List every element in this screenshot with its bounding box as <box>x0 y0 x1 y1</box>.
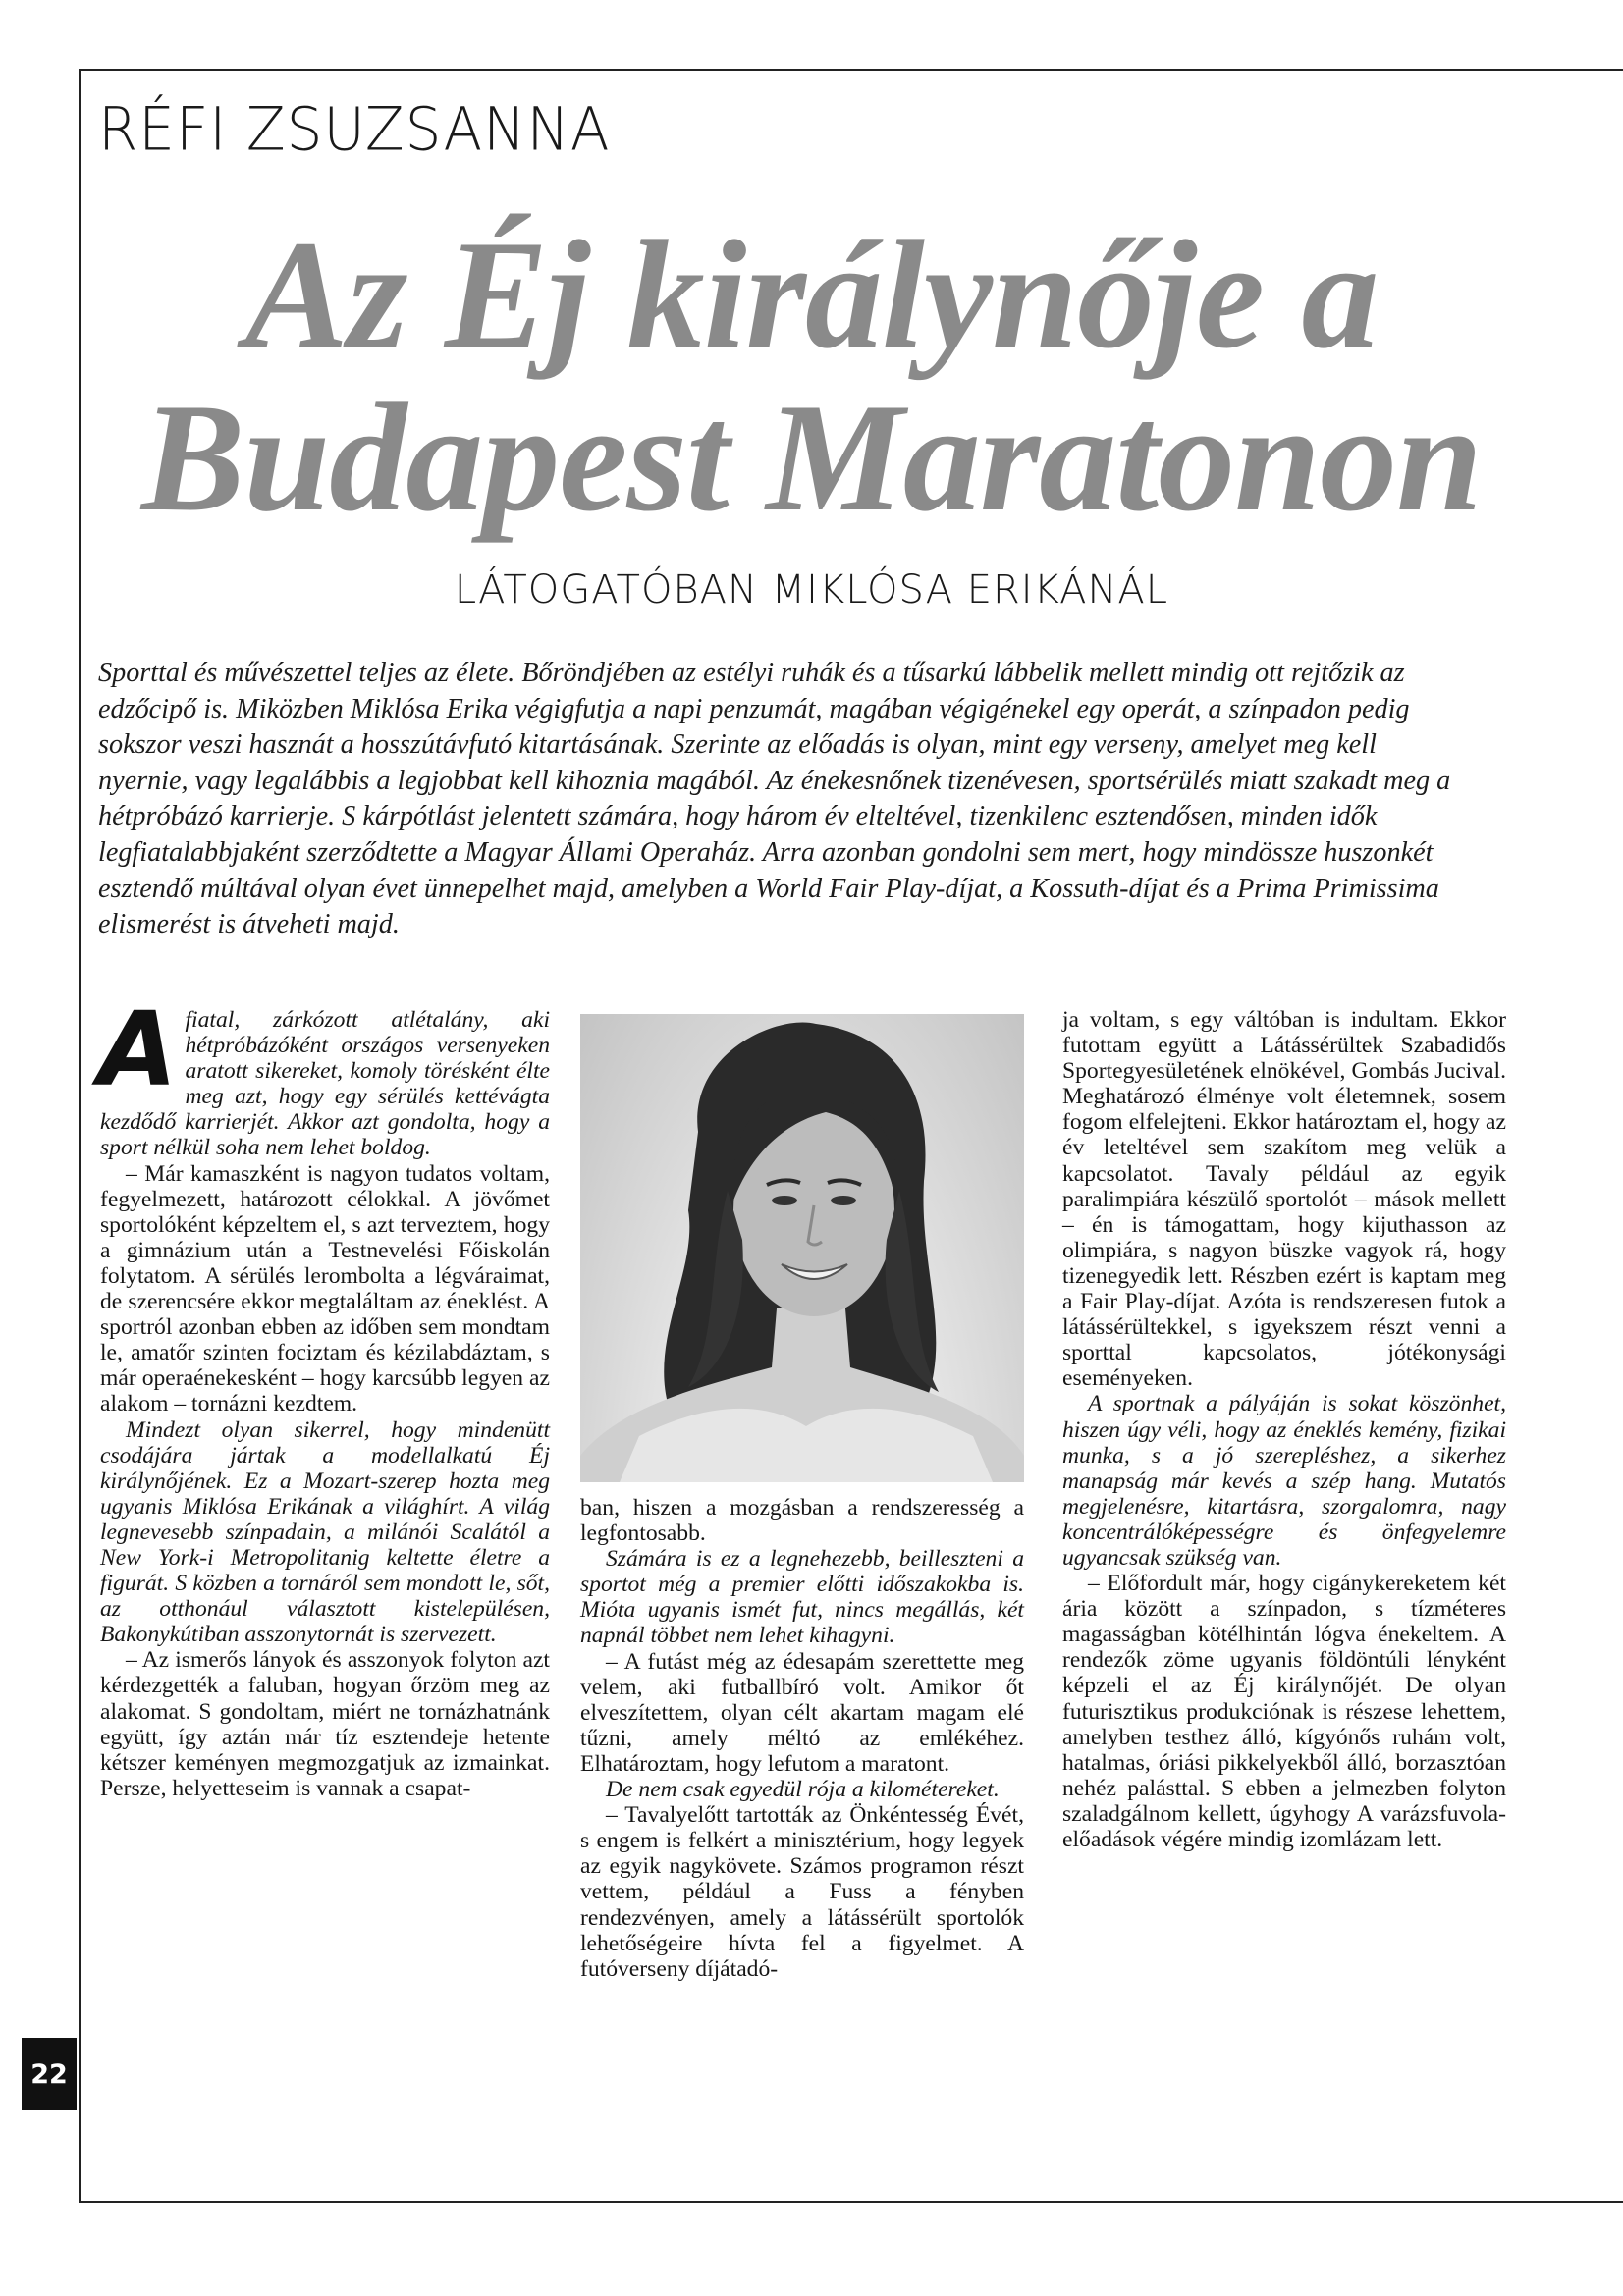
article-title-line-1: Az Éj királynője a <box>244 209 1379 381</box>
body-column-3 <box>1062 1007 1506 1852</box>
frame-bottom-rule <box>79 2201 1623 2203</box>
page-number: 22 <box>22 2038 77 2110</box>
portrait-photo <box>580 1014 1024 1482</box>
portrait-illustration <box>580 1014 1024 1482</box>
body-column-2 <box>580 1495 1024 1982</box>
frame-top-rule <box>79 69 1623 71</box>
body-paragraph: – Már kamaszként is nagyon tudatos voltam, fegyelmezett, határozott célokkal. A jövőmet sportolóként képzeltem el, s azt terveztem, hogy a gimnázium után a Testnevelési Főiskolán folytatom. A sérülés lerombolta a légváraimat, de szerencsére ekkor megtaláltam az éneklést. A sportról azonban ebben az időben sem mondtam le, amatőr szinten fociztam és kézilabdáztam, s már operaénekesként – hogy karcsúbb legyen az alakom – tornázni kezdtem. <box>100 1160 550 1417</box>
body-paragraph: ja voltam, s egy váltóban is indultam. Ekkor futottam együtt a Látássérültek Szabadidős Sportegyesületének elnökével, Gombás Jucival. Meghatározó élménye volt életemnek, sosem fogom elfelejteni. Ekkor határoztam el, hogy az év leteltével sem szakítom meg velük a kapcsolatot. Tavaly például az egyik paralimpiára készülő sportolót – mások mellett – én is támogattam, hogy kijuthasson az olimpiára, s nagyon büszke vagyok rá, hogy tizenegyedik lett. Részben ezért is kaptam meg a Fair Play-díjat. Azóta is rendszeresen futok a látássérültekkel, s igyekszem részt venni a sporttal kapcsolatos, jótékonysági eseményeken. <box>1062 1007 1506 1392</box>
body-paragraph: De nem csak egyedül rója a kilométereket. <box>606 1777 1000 1803</box>
body-paragraph: Mindezt olyan sikerrel, hogy mindenütt csodájára jártak a modellalkatú Éj királynőjének. Ez a Mozart-szerep hozta meg ugyanis Miklósa Erikának a világhírt. A világ legnevesebb színpadain, a milánói Scalától a New York-i Metropolitanig keltette életre a figurát. S közben a tornáról sem mondott le, sőt, az otthonául választott kistelepülésen, Bakonykútiban asszonytornát is szervezett. <box>100 1416 550 1648</box>
body-paragraph: Afiatal, zárkózott atlétalány, aki hétpróbázóként országos versenyeken aratott sikereket, komoly törésként élte meg azt, hogy egy sérülés kettévágta kezdődő karrierjét. Akkor azt gondolta, hogy a sport nélkül soha nem lehet boldog. <box>98 989 550 1161</box>
author-name: RÉFI ZSUZSANNA <box>98 94 611 165</box>
article-title-line-2: Budapest Maratonon <box>141 372 1482 544</box>
body-paragraph: – Tavalyelőtt tartották az Önkéntesség Évét, s engem is felkért a minisztérium, hogy legyek az egyik nagykövete. Számos programon részt vettem, például a Fuss a fényben rendezvényen, amely a látássérült sportolók lehetőségeire hívta fel a figyelmet. A futóverseny díjátadó- <box>580 1802 1024 1982</box>
drop-cap: A <box>98 989 178 1109</box>
body-paragraph: A sportnak a pályáján is sokat köszönhet, hiszen úgy véli, hogy az éneklés kemény, fizikai munka, s a jó szerepléshez, a sikerhez manapság már kevés a szép hang. Mutatós megjelenésre, kitartásra, szorgalomra, nagy koncentrálóképességre és önfegyelemre ugyancsak szükség van. <box>1062 1391 1506 1571</box>
body-column-1 <box>98 989 550 1801</box>
body-paragraph: – A futást még az édesapám szerettette meg velem, aki futballbíró volt. Amikor őt elveszítettem, olyan célt akartam magam elé tűzni, amely méltó az emlékéhez. Elhatároztam, hogy lefutom a maratont. <box>580 1648 1024 1777</box>
article-lead: Sporttal és művészettel teljes az élete. Bőröndjében az estélyi ruhák és a tűsarkú lábbelik mellett mindig ott rejtőzik az edzőcipő is. Miközben Miklósa Erika végigfutja a napi penzumát, magában végigénekel egy operát, a színpadon pedig sokszor veszi hasznát a hosszútávfutó kitartásának. Szerinte az előadás is olyan, mint egy verseny, amelyet meg kell nyernie, vagy legalábbis a legjobbat kell kihoznia magából. Az énekesnőnek tizenévesen, sportsérülés miatt szakadt meg a hétpróbázó karrierje. S kárpótlást jelentett számára, hogy három év elteltével, tizenkilenc esztendősen, minden idők legfiatalabbjaként szerződtette a Magyar Állami Operaház. Arra azonban gondolni sem mert, hogy mindössze huszonkét esztendő múltával olyan évet ünnepelhet majd, amelyben a World Fair Play-díjat, a Kossuth-díjat és a Prima Primissima elismerést is átveheti majd. <box>98 658 1451 940</box>
article-subtitle: LÁTOGATÓBAN MIKLÓSA ERIKÁNÁL <box>454 567 1169 613</box>
body-paragraph: Számára is ez a legnehezebb, beilleszteni a sportot még a premier előtti időszakokba is. Mióta ugyanis ismét fut, nincs megállás, két napnál többet nem lehet kihagyni. <box>580 1546 1024 1649</box>
body-paragraph: – Előfordult már, hogy cigánykereketem két ária között a színpadon, s tízméteres magasságban kötélhintán lógva énekeltem. A rendezők zöme ugyanis földöntúli lényként képzeli el az Éj királynőjét. De olyan futurisztikus produkciónak is részese lehettem, amelyben testhez álló, kígyónős ruhám volt, hatalmas, óriási pikkelyekből álló, borzasztóan nehéz palásttal. S ebben a jelmezben folyton szaladgálnom kellett, úgyhogy A varázsfuvola-előadások végére mindig izomlázam lett. <box>1062 1571 1506 1852</box>
body-paragraph: ban, hiszen a mozgásban a rendszeresség a legfontosabb. <box>580 1495 1024 1547</box>
body-paragraph: – Az ismerős lányok és asszonyok folyton azt kérdezgették a faluban, hogyan őrzöm meg az alakomat. S gondoltam, miért ne tornázhatnánk együtt, így aztán már tíz esztendeje hetente kétszer keményen megmozgatjuk az izmainkat. Persze, helyetteseim is vannak a csapat- <box>100 1647 550 1801</box>
